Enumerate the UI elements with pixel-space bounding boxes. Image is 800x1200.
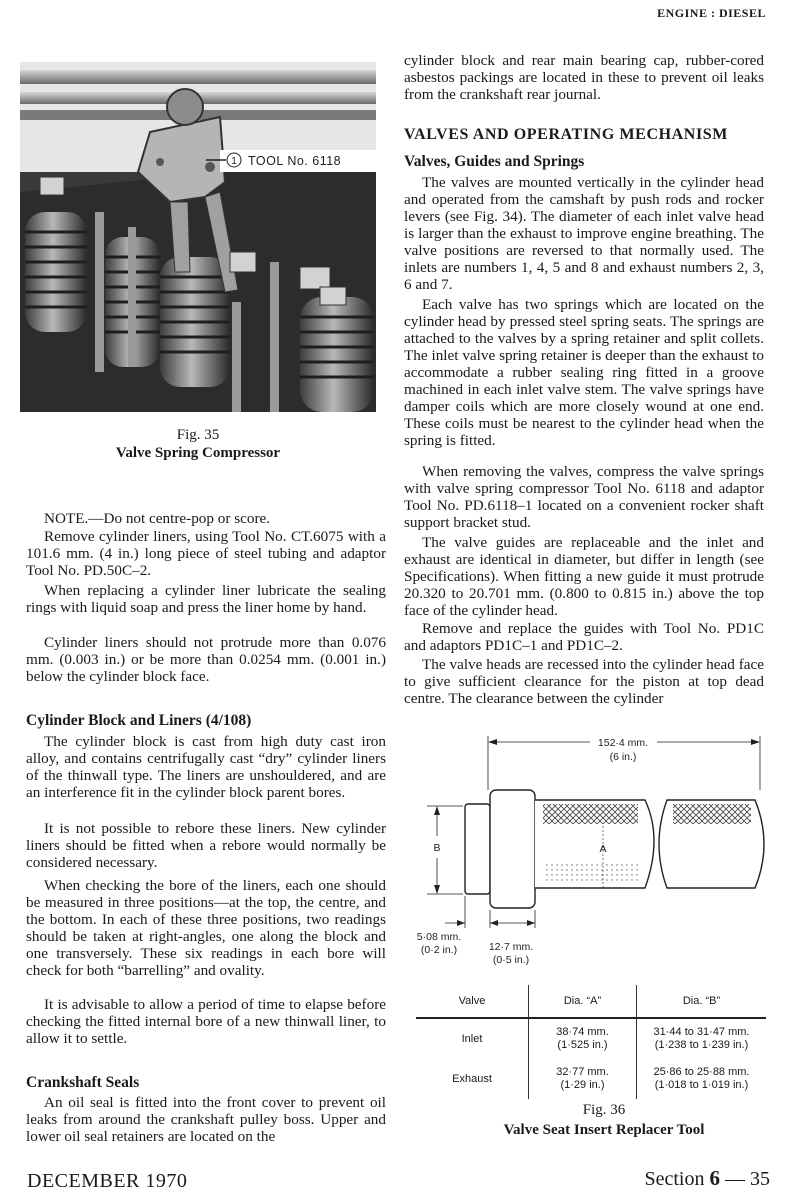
paragraph: cylinder block and rear main bearing cap, rubber-cored asbestos packings are located in these to prevent oil leaks from the crankshaft rear journal.	[404, 52, 764, 103]
dia-a-cell: 32·77 mm. (1·29 in.)	[529, 1059, 637, 1099]
paragraph: When removing the valves, compress the valve springs with valve spring compressor Tool No. 6118 and adaptor Tool No. PD.6118–1 located on a convenient rocker shaft support bracket stud.	[404, 463, 764, 531]
running-header: ENGINE : DIESEL	[657, 6, 766, 20]
diameter-a-label: A	[599, 843, 607, 855]
table-row	[416, 1059, 766, 1099]
dia-b-cell: 25·86 to 25·88 mm. (1·018 to 1·019 in.)	[637, 1059, 767, 1099]
figure-number: Fig. 35	[176, 427, 220, 443]
column-header: Dia. “A”	[529, 985, 637, 1018]
paragraph: When checking the bore of the liners, each one should be measured in three positions—at the top, the centre, and the bottom. In each of these three positions, two readings should be taken at right-angles, one along the block and one transversely. These six readings in each bore will check for both “barrelling” and ovality.	[26, 877, 386, 979]
section-heading: Crankshaft Seals	[26, 1074, 140, 1091]
valve-name-cell: Inlet	[461, 1032, 483, 1045]
paragraph: When replacing a cylinder liner lubricate the sealing rings with liquid soap and press the liner home by hand.	[26, 582, 386, 616]
paragraph: The valve guides are replaceable and the inlet and exhaust are identical in diameter, but differ in length (see Specifications). When fitting a new guide it must protrude 20.320 to 20.701 mm. (0.800 to 0.815 in.) above the top face of the cylinder head.	[404, 534, 764, 619]
paragraph: Cylinder liners should not protrude more than 0.076 mm. (0.003 in.) or be more than 0.0254 mm. (0.001 in.) below the cylinder block face.	[26, 634, 386, 685]
table-row	[416, 1018, 766, 1059]
dia-a-cell: 38·74 mm. (1·525 in.)	[529, 1018, 637, 1059]
shoulder-dimension-mm: 12·7 mm.	[488, 941, 534, 953]
figure-caption: Valve Seat Insert Replacer Tool	[503, 1122, 705, 1138]
page-number: Section 6 — 35	[644, 1166, 770, 1190]
paragraph: The valves are mounted vertically in the cylinder head and operated from the camshaft by push rods and rocker levers (see Fig. 34). The diameter of each inlet valve head is larger than the exhaust to improve engine breathing. The valve positions are reversed to that normally used. The inlets are numbers 1, 4, 5 and 8 and exhaust numbers 2, 3, 6 and 7.	[404, 174, 764, 293]
length-dimension-in: (6 in.)	[609, 751, 637, 763]
callout-number: 1	[231, 156, 237, 167]
issue-date: DECEMBER 1970	[27, 1170, 188, 1192]
flange-dimension-in: (0·2 in.)	[420, 944, 458, 956]
valve-spring-compressor-photo	[20, 62, 376, 412]
paragraph: Remove and replace the guides with Tool No. PD1C and adaptors PD1C–1 and PD1C–2.	[404, 620, 764, 654]
replacer-tool-diagram	[405, 728, 770, 983]
subsection-heading: Valves, Guides and Springs	[404, 153, 585, 170]
table-header-row	[416, 985, 766, 1018]
paragraph: An oil seal is fitted into the front cover to prevent oil leaks from around the crankshaft pulley boss. Upper and lower oil seal retainers are located on the	[26, 1094, 386, 1145]
section-heading: VALVES AND OPERATING MECHANISM	[404, 126, 728, 143]
tool-number-label: TOOL No. 6118	[248, 154, 342, 168]
paragraph: It is not possible to rebore these liners. New cylinder liners should be fitted when a rebore would normally be considered necessary.	[26, 820, 386, 871]
replacer-dimensions-table	[416, 985, 766, 1099]
column-header: Valve	[458, 995, 486, 1007]
paragraph: Remove cylinder liners, using Tool No. CT.6075 with a 101.6 mm. (4 in.) long piece of steel tubing and adaptor Tool No. PD.50C–2.	[26, 528, 386, 579]
figure-number: Fig. 36	[582, 1102, 626, 1118]
section-heading: Cylinder Block and Liners (4/108)	[26, 712, 252, 729]
flange-dimension-mm: 5·08 mm.	[416, 931, 462, 943]
paragraph: It is advisable to allow a period of time to elapse before checking the fitted internal bore of a new thinwall liner, to allow it to settle.	[26, 996, 386, 1047]
note-paragraph: NOTE.—Do not centre-pop or score.	[44, 510, 271, 527]
diameter-b-label: B	[433, 842, 441, 854]
paragraph: Each valve has two springs which are located on the cylinder head by pressed steel spring seats. The springs are attached to the valves by a spring retainer and split collets. The inlet valve spring retainer is deeper than the exhaust to accommodate a rubber sealing ring fitted in a groove machined in each inlet valve stem. The valve springs have damper coils which are more closely wound at one end. These coils must be nearest to the cylinder head when the spring is fitted.	[404, 296, 764, 449]
dia-b-cell: 31·44 to 31·47 mm. (1·238 to 1·239 in.)	[637, 1018, 767, 1059]
shoulder-dimension-in: (0·5 in.)	[492, 954, 530, 966]
valve-name-cell: Exhaust	[452, 1072, 492, 1085]
paragraph: The valve heads are recessed into the cylinder head face to give sufficient clearance for the piston at top dead centre. The clearance between the cylinder	[404, 656, 764, 707]
paragraph: The cylinder block is cast from high duty cast iron alloy, and contains centrifugally cast “dry” cylinder liners of the thinwall type. The liners are unshouldered, and are an interference fit in the cylinder block parent bores.	[26, 733, 386, 801]
length-dimension-mm: 152·4 mm.	[597, 737, 649, 749]
column-header: Dia. “B”	[637, 985, 767, 1018]
figure-caption: Valve Spring Compressor	[115, 445, 281, 461]
